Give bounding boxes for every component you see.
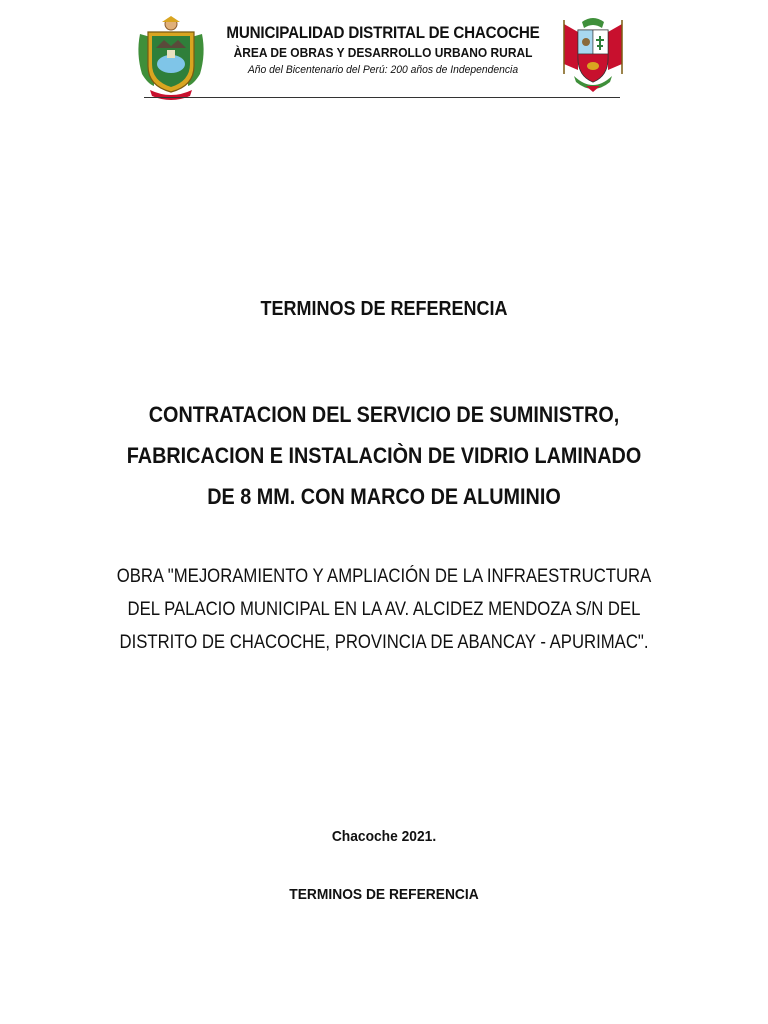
contract-subject (60, 394, 708, 517)
municipal-coat-of-arms-icon (134, 14, 208, 100)
subject-line: DE 8 MM. CON MARCO DE ALUMINIO (207, 484, 561, 509)
document-header (0, 0, 768, 110)
department-name: ÀREA DE OBRAS Y DESARROLLO URBANO RURAL (233, 45, 533, 60)
place-and-date: Chacoche 2021. (331, 828, 437, 845)
subject-line: FABRICACION E INSTALACIÒN DE VIDRIO LAMINADO (126, 443, 642, 468)
year-motto: Año del Bicentenario del Perú: 200 años de Independencia (247, 64, 519, 76)
header-text-block (208, 22, 558, 78)
work-line: DISTRITO DE CHACOCHE, PROVINCIA DE ABANCAY - APURIMAC". (119, 632, 649, 653)
subject-line: CONTRATACION DEL SERVICIO DE SUMINISTRO, (148, 402, 620, 427)
work-line: DEL PALACIO MUNICIPAL EN LA AV. ALCIDEZ MENDOZA S/N DEL (127, 599, 641, 620)
header-divider (144, 97, 620, 98)
document-title: TERMINOS DE REFERENCIA (260, 298, 508, 320)
work-line: OBRA "MEJORAMIENTO Y AMPLIACIÓN DE LA INFRAESTRUCTURA (116, 566, 652, 587)
work-description (60, 560, 708, 659)
peru-coat-of-arms-icon (556, 14, 630, 94)
footer-title: TERMINOS DE REFERENCIA (289, 886, 479, 903)
organization-name: MUNICIPALIDAD DISTRITAL DE CHACOCHE (226, 24, 540, 42)
